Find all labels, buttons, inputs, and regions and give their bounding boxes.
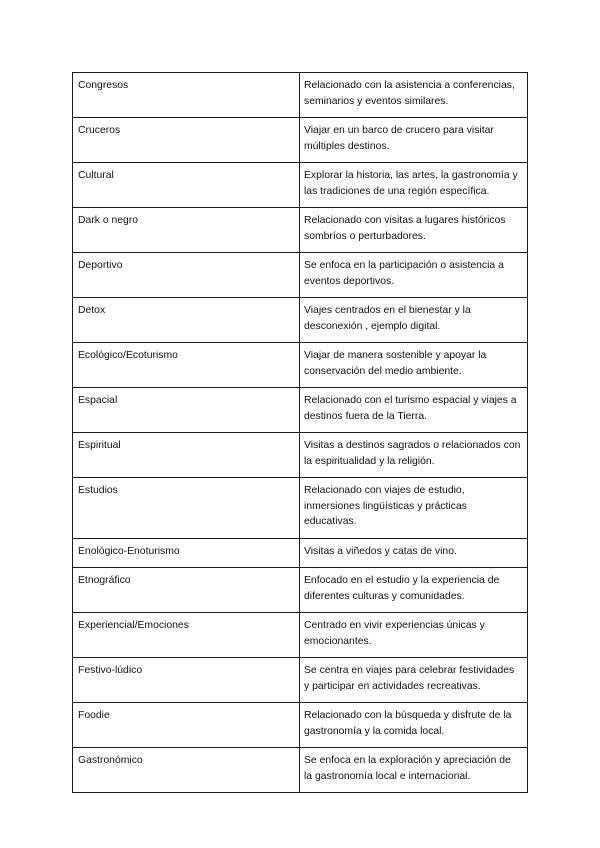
table-row xyxy=(73,613,528,658)
table-row xyxy=(73,343,528,388)
tourism-description-cell: Centrado en vivir experiencias únicas y emocionantes. xyxy=(300,613,528,658)
table-row xyxy=(73,538,528,568)
table-row xyxy=(73,748,528,793)
tourism-description-cell: Explorar la historia, las artes, la gastronomía y las tradiciones de una región específica. xyxy=(300,163,528,208)
tourism-description-cell: Relacionado con el turismo espacial y viajes a destinos fuera de la Tierra. xyxy=(300,388,528,433)
tourism-types-table xyxy=(72,72,528,793)
table-row xyxy=(73,253,528,298)
tourism-type-cell: Congresos xyxy=(73,73,300,118)
tourism-description-cell: Se centra en viajes para celebrar festividades y participar en actividades recreativas. xyxy=(300,658,528,703)
tourism-type-cell: Dark o negro xyxy=(73,208,300,253)
table-row xyxy=(73,388,528,433)
table-row xyxy=(73,658,528,703)
tourism-description-cell: Se enfoca en la exploración y apreciación de la gastronomía local e internacional. xyxy=(300,748,528,793)
tourism-description-cell: Viajar en un barco de crucero para visitar múltiples destinos. xyxy=(300,118,528,163)
tourism-description-cell: Visitas a viñedos y catas de vino. xyxy=(300,538,528,568)
table-row xyxy=(73,703,528,748)
tourism-description-cell: Viajar de manera sostenible y apoyar la conservación del medio ambiente. xyxy=(300,343,528,388)
table-row xyxy=(73,478,528,539)
tourism-description-cell: Viajes centrados en el bienestar y la desconexión , ejemplo digital. xyxy=(300,298,528,343)
tourism-type-cell: Estudios xyxy=(73,478,300,539)
tourism-type-cell: Etnográfico xyxy=(73,568,300,613)
tourism-type-cell: Detox xyxy=(73,298,300,343)
tourism-description-cell: Relacionado con viajes de estudio, inmersiones lingüísticas y prácticas educativas. xyxy=(300,478,528,539)
tourism-type-cell: Espiritual xyxy=(73,433,300,478)
tourism-type-cell: Festivo-lúdico xyxy=(73,658,300,703)
tourism-type-cell: Deportivo xyxy=(73,253,300,298)
tourism-type-cell: Espacial xyxy=(73,388,300,433)
tourism-description-cell: Se enfoca en la participación o asistencia a eventos deportivos. xyxy=(300,253,528,298)
tourism-description-cell: Enfocado en el estudio y la experiencia de diferentes culturas y comunidades. xyxy=(300,568,528,613)
table-row xyxy=(73,73,528,118)
tourism-type-cell: Gastronómico xyxy=(73,748,300,793)
tourism-description-cell: Relacionado con la búsqueda y disfrute de la gastronomía y la comida local. xyxy=(300,703,528,748)
tourism-description-cell: Visitas a destinos sagrados o relacionados con la espiritualidad y la religión. xyxy=(300,433,528,478)
tourism-type-cell: Foodie xyxy=(73,703,300,748)
table-row xyxy=(73,118,528,163)
tourism-type-cell: Ecológico/Ecoturismo xyxy=(73,343,300,388)
tourism-description-cell: Relacionado con visitas a lugares históricos sombríos o perturbadores. xyxy=(300,208,528,253)
table-row xyxy=(73,298,528,343)
tourism-type-cell: Enológico-Enoturismo xyxy=(73,538,300,568)
table-row xyxy=(73,163,528,208)
table-row xyxy=(73,433,528,478)
tourism-description-cell: Relacionado con la asistencia a conferencias, seminarios y eventos similares. xyxy=(300,73,528,118)
table-row xyxy=(73,208,528,253)
tourism-type-cell: Cruceros xyxy=(73,118,300,163)
table-row xyxy=(73,568,528,613)
tourism-type-cell: Experiencial/Emociones xyxy=(73,613,300,658)
tourism-type-cell: Cultural xyxy=(73,163,300,208)
